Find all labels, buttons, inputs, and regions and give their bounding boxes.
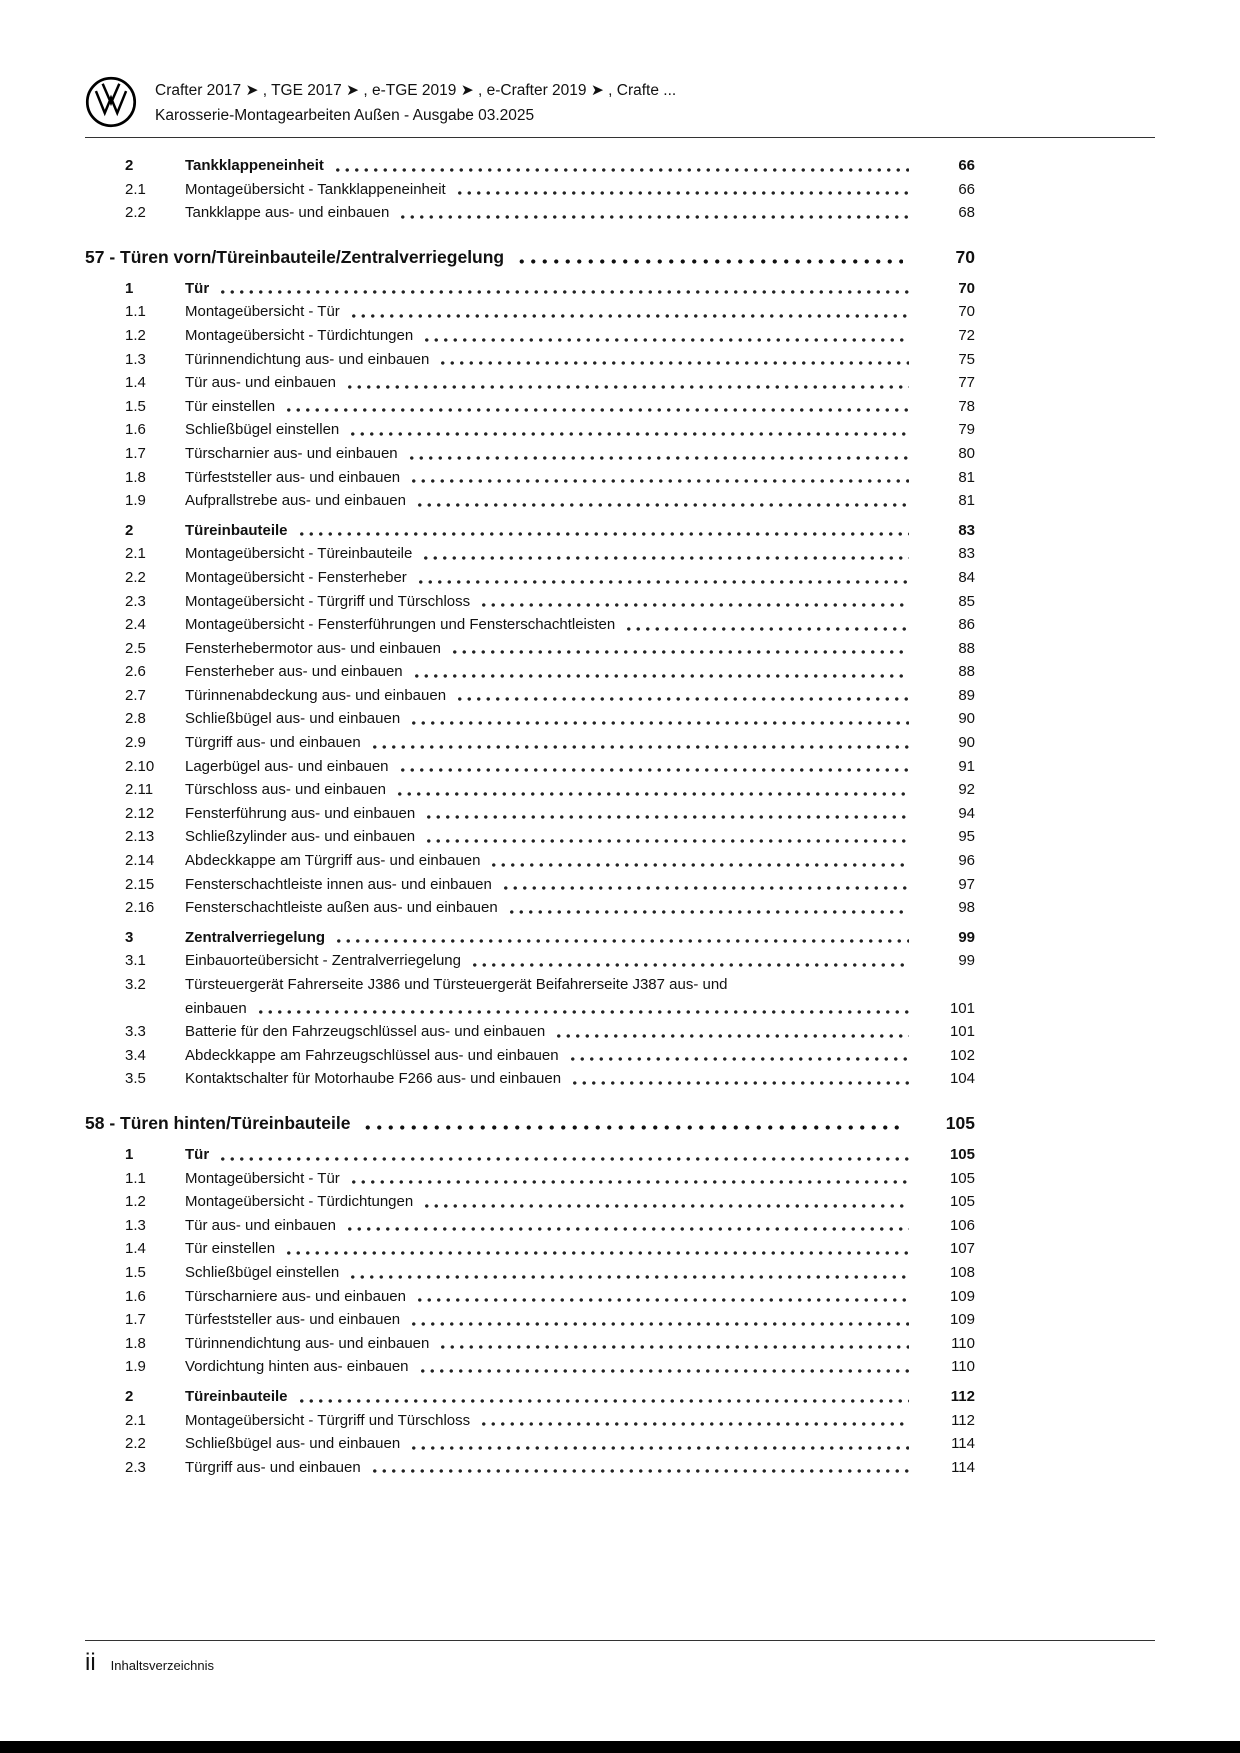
toc-entry [85, 949, 975, 973]
header-subtitle: Karosserie-Montagearbeiten Außen - Ausgabe 03.2025 [155, 107, 535, 124]
toc-entry-page: 68 [958, 204, 975, 222]
toc-entry-number: 2.9 [125, 734, 146, 752]
dot-leader [407, 442, 909, 466]
toc-entry-number: 2 [125, 157, 134, 174]
toc-entry [85, 1432, 975, 1456]
toc-entry-page: 110 [951, 1358, 975, 1376]
toc-entry [85, 1067, 975, 1091]
toc-chapter-title: 57 - Türen vorn/Türeinbauteile/Zentralverriegelung [85, 246, 505, 267]
toc-entry-number: 2.3 [125, 1458, 146, 1476]
dot-leader [395, 778, 909, 802]
dot-leader [349, 1167, 909, 1191]
dot-leader [297, 519, 909, 543]
toc-entry [85, 1355, 975, 1379]
toc-entry [85, 849, 975, 873]
toc-entry-page: 98 [958, 899, 975, 917]
dot-leader [345, 371, 909, 395]
toc-entry-label: Türinnendichtung aus- und einbauen [185, 1334, 430, 1352]
dot-leader [422, 1190, 909, 1214]
toc-entry-label: Zentralverriegelung [185, 928, 326, 946]
toc-entry-label: Fensterführung aus- und einbauen [185, 804, 416, 822]
dot-leader [349, 300, 909, 324]
toc-entry-label: Montageübersicht - Fensterheber [185, 568, 407, 586]
toc-entry-page: 95 [958, 828, 975, 846]
toc-entry-page: 92 [958, 781, 975, 799]
toc-entry-number: 1.7 [125, 1311, 146, 1329]
toc-entry-page: 96 [958, 852, 975, 870]
dot-leader [479, 590, 909, 614]
toc-entry-number: 1 [125, 1145, 134, 1163]
toc-chapter-heading [85, 243, 975, 271]
toc-entry-number: 1.6 [125, 1287, 146, 1305]
toc-entry-label: Montageübersicht - Türdichtungen [185, 1193, 414, 1211]
toc-entry-number: 3.5 [125, 1070, 146, 1088]
toc-entry-label: Türscharnier aus- und einbauen [185, 444, 398, 462]
toc-entry-page: 84 [958, 568, 975, 586]
toc-entry [85, 566, 975, 590]
toc-entry-label: Fensterheber aus- und einbauen [185, 663, 403, 681]
toc-entry-label: Tür einstellen [185, 1240, 276, 1258]
dot-leader [284, 395, 909, 419]
toc-entry-label: Türinnenabdeckung aus- und einbauen [185, 686, 447, 704]
toc-entry-label: Tür aus- und einbauen [185, 1216, 336, 1234]
dot-leader [398, 755, 909, 779]
dot-leader [424, 802, 909, 826]
toc-entry-label: Türscharniere aus- und einbauen [185, 1287, 406, 1305]
toc-entry-number: 2.1 [125, 1411, 146, 1429]
toc-entry [85, 1409, 975, 1433]
toc-entry-number: 2.1 [125, 545, 146, 563]
dot-leader [409, 707, 909, 731]
dot-leader [370, 731, 909, 755]
table-of-contents [85, 154, 975, 1479]
toc-entry-number: 2.2 [125, 1435, 146, 1453]
toc-entry-label: Montageübersicht - Tankklappeneinheit [185, 180, 446, 198]
toc-entry-label: Tür [185, 279, 210, 297]
dot-leader [501, 873, 909, 897]
toc-entry-number: 3.2 [125, 976, 146, 993]
dot-leader [415, 1285, 909, 1309]
toc-entry [85, 348, 975, 372]
toc-chapter-heading [85, 1109, 975, 1137]
toc-entry-label: Schließbügel aus- und einbauen [185, 710, 401, 728]
toc-entry [85, 1456, 975, 1480]
toc-entry-number: 2.15 [125, 875, 155, 893]
toc-entry-number: 2.13 [125, 828, 155, 846]
toc-entry-page: 86 [958, 616, 975, 634]
page-bottom-bar [0, 1741, 1240, 1753]
dot-leader [421, 542, 909, 566]
toc-entry [85, 1143, 975, 1167]
toc-entry-label: Montageübersicht - Türgriff und Türschloss [185, 592, 471, 610]
dot-leader [479, 1409, 909, 1433]
toc-entry-page: 99 [958, 952, 975, 970]
dot-leader [624, 613, 909, 637]
toc-entry-number: 2 [125, 521, 134, 539]
toc-entry-page: 114 [951, 1435, 975, 1453]
toc-entry-number: 1.3 [125, 350, 146, 368]
toc-entry-label: Batterie für den Fahrzeugschlüssel aus- und einbauen [185, 1023, 546, 1041]
dot-leader [256, 997, 909, 1021]
dot-leader [334, 926, 909, 950]
toc-entry-label: Türsteuergerät Fahrerseite J386 und Türsteuergerät Beifahrerseite J387 aus- und [185, 976, 728, 993]
toc-chapter-page: 105 [945, 1112, 975, 1133]
toc-entry [85, 154, 975, 178]
toc-entry-number: 1.6 [125, 421, 146, 439]
toc-entry [85, 489, 975, 513]
dot-leader [470, 949, 909, 973]
toc-entry-label: Montageübersicht - Tür [185, 1169, 340, 1187]
toc-entry-number: 1.2 [125, 1193, 146, 1211]
dot-leader [422, 324, 909, 348]
toc-entry [85, 277, 975, 301]
toc-entry-number: 1.1 [125, 1169, 146, 1187]
dot-leader [348, 1261, 909, 1285]
toc-entry-page: 85 [958, 592, 975, 610]
toc-entry-number: 2.7 [125, 686, 146, 704]
dot-leader [409, 1432, 909, 1456]
toc-entry-label: Schließbügel einstellen [185, 421, 340, 439]
toc-entry [85, 973, 975, 1020]
toc-entry-label: Aufprallstrebe aus- und einbauen [185, 492, 406, 510]
toc-entry-page: 70 [958, 303, 975, 321]
dot-leader [218, 1143, 909, 1167]
toc-entry-page: 80 [958, 444, 975, 462]
toc-entry [85, 825, 975, 849]
toc-entry [85, 519, 975, 543]
toc-entry-label: Montageübersicht - Türeinbauteile [185, 545, 413, 563]
toc-entry [85, 178, 975, 202]
toc-entry [85, 637, 975, 661]
toc-entry [85, 418, 975, 442]
toc-entry-page: 109 [949, 1287, 975, 1305]
toc-entry [85, 707, 975, 731]
toc-entry-label: Türschloss aus- und einbauen [185, 781, 386, 799]
page-footer [85, 1648, 214, 1678]
toc-entry [85, 1020, 975, 1044]
toc-entry-page: 108 [949, 1263, 975, 1281]
toc-entry-label: Fensterschachtleiste innen aus- und einbauen [185, 875, 492, 893]
toc-entry [85, 542, 975, 566]
toc-entry-number: 1 [125, 279, 134, 297]
toc-entry-label: Schließbügel einstellen [185, 1263, 340, 1281]
toc-entry-page: 107 [949, 1240, 975, 1258]
dot-leader [297, 1385, 909, 1409]
toc-entry [85, 442, 975, 466]
toc-entry-label: Einbauorteübersicht - Zentralverriegelung [185, 952, 461, 970]
toc-entry-label: Kontaktschalter für Motorhaube F266 aus- und einbauen [185, 1070, 562, 1088]
toc-entry-number: 1.9 [125, 1358, 146, 1376]
toc-entry-number: 2.11 [125, 781, 154, 799]
toc-entry-number: 3.3 [125, 1023, 146, 1041]
toc-entry-page: 81 [958, 468, 975, 486]
toc-entry [85, 1261, 975, 1285]
toc-entry-label: Türeinbauteile [185, 1387, 288, 1405]
toc-entry [85, 201, 975, 225]
toc-entry [85, 778, 975, 802]
toc-entry-label: Schließzylinder aus- und einbauen [185, 828, 416, 846]
toc-entry [85, 873, 975, 897]
toc-entry-page: 81 [958, 492, 975, 510]
toc-entry-page: 66 [958, 180, 975, 198]
toc-entry-page: 110 [951, 1334, 975, 1352]
toc-entry-page: 112 [950, 1387, 975, 1405]
footer-page-number: ii [85, 1649, 96, 1676]
toc-entry-page: 94 [958, 804, 975, 822]
toc-entry-number: 2.4 [125, 616, 146, 634]
toc-entry-number: 3.4 [125, 1046, 146, 1064]
toc-entry-page: 102 [949, 1046, 975, 1064]
dot-leader [409, 1308, 909, 1332]
page-header [85, 76, 1155, 128]
toc-entry-number: 1.3 [125, 1216, 146, 1234]
toc-entry-label: Tür einstellen [185, 397, 276, 415]
dot-leader [348, 418, 909, 442]
toc-entry [85, 300, 975, 324]
toc-entry-page: 105 [949, 1193, 975, 1211]
toc-entry-number: 2.2 [125, 568, 146, 586]
toc-entry-number: 1.2 [125, 326, 146, 344]
toc-chapter-title: 58 - Türen hinten/Türeinbauteile [85, 1112, 351, 1133]
dot-leader [345, 1214, 909, 1238]
toc-entry-page: 78 [958, 397, 975, 415]
toc-entry-number: 2.2 [125, 204, 146, 222]
toc-entry-page: 77 [958, 374, 975, 392]
dot-leader [418, 1355, 909, 1379]
toc-entry-page: 101 [949, 1023, 975, 1041]
toc-entry-page: 104 [949, 1070, 975, 1088]
header-divider [85, 137, 1155, 138]
dot-leader [398, 201, 909, 225]
toc-entry-number: 1.7 [125, 444, 146, 462]
toc-entry [85, 613, 975, 637]
toc-entry-number: 2.3 [125, 592, 146, 610]
dot-leader [412, 660, 909, 684]
dot-leader [415, 489, 909, 513]
dot-leader [489, 849, 909, 873]
dot-leader [370, 1456, 909, 1480]
toc-entry [85, 324, 975, 348]
toc-entry [85, 371, 975, 395]
toc-entry [85, 1308, 975, 1332]
toc-entry-page: 106 [949, 1216, 975, 1234]
toc-entry-label: Tankklappe aus- und einbauen [185, 204, 390, 222]
toc-entry-page: 79 [958, 421, 975, 439]
toc-entry-label: Montageübersicht - Türgriff und Türschloss [185, 1411, 471, 1429]
toc-entry-number: 1.5 [125, 1263, 146, 1281]
toc-entry-page: 112 [951, 1411, 975, 1429]
toc-entry [85, 731, 975, 755]
toc-entry-number: 2.5 [125, 639, 146, 657]
dot-leader [455, 178, 909, 202]
toc-entry-label: Abdeckkappe am Fahrzeugschlüssel aus- und einbauen [185, 1046, 559, 1064]
toc-entry-page: 75 [958, 350, 975, 368]
toc-chapter-page: 70 [955, 246, 975, 267]
dot-leader [450, 637, 909, 661]
toc-entry-label: Montageübersicht - Tür [185, 303, 340, 321]
toc-entry-page: 72 [958, 326, 975, 344]
footer-divider [85, 1640, 1155, 1641]
toc-entry [85, 1044, 975, 1068]
toc-entry-page: 109 [949, 1311, 975, 1329]
footer-label: Inhaltsverzeichnis [110, 1658, 214, 1673]
toc-entry-label: Fensterhebermotor aus- und einbauen [185, 639, 441, 657]
toc-entry-label: einbauen [185, 999, 247, 1017]
toc-entry-label: Tür [185, 1145, 210, 1163]
toc-entry-page: 114 [951, 1458, 975, 1476]
toc-entry-label-last-line [185, 997, 919, 1021]
toc-entry-number: 1.4 [125, 1240, 146, 1258]
toc-entry-label: Fensterschachtleiste außen aus- und einbauen [185, 899, 498, 917]
dot-leader [438, 1332, 909, 1356]
toc-entry [85, 684, 975, 708]
toc-entry-label: Montageübersicht - Türdichtungen [185, 326, 414, 344]
dot-leader [362, 1109, 903, 1137]
toc-entry-label: Abdeckkappe am Türgriff aus- und einbauen [185, 852, 481, 870]
dot-leader [507, 896, 909, 920]
dot-leader [333, 154, 909, 178]
toc-entry [85, 755, 975, 779]
toc-entry [85, 1237, 975, 1261]
toc-entry-number: 2 [125, 1387, 134, 1405]
toc-entry-number: 1.1 [125, 303, 146, 321]
toc-entry-number: 1.8 [125, 468, 146, 486]
toc-entry-number: 2.12 [125, 804, 155, 822]
toc-entry-page: 83 [958, 521, 975, 539]
toc-entry-page: 90 [958, 734, 975, 752]
toc-entry-number: 1.5 [125, 397, 146, 415]
toc-entry [85, 1385, 975, 1409]
toc-entry [85, 896, 975, 920]
dot-leader [424, 825, 909, 849]
toc-entry [85, 1167, 975, 1191]
dot-leader [570, 1067, 909, 1091]
toc-entry-number: 1.8 [125, 1334, 146, 1352]
toc-entry-label: Türfeststeller aus- und einbauen [185, 468, 401, 486]
toc-entry-label: Vordichtung hinten aus- einbauen [185, 1358, 409, 1376]
toc-entry-label: Montageübersicht - Fensterführungen und Fensterschachtleisten [185, 616, 616, 634]
toc-entry [85, 395, 975, 419]
header-models-line: Crafter 2017 ➤ , TGE 2017 ➤ , e-TGE 2019 ➤ , e-Crafter 2019 ➤ , Crafte ... [155, 82, 677, 99]
toc-entry-page: 66 [958, 157, 975, 174]
toc-entry-page: 91 [958, 757, 975, 775]
toc-entry-page: 90 [958, 710, 975, 728]
toc-entry-page: 70 [958, 279, 975, 297]
toc-entry-label: Türfeststeller aus- und einbauen [185, 1311, 401, 1329]
toc-entry-label: Türgriff aus- und einbauen [185, 1458, 361, 1476]
toc-entry-number: 2.6 [125, 663, 146, 681]
toc-entry-number: 1.9 [125, 492, 146, 510]
toc-entry [85, 1190, 975, 1214]
dot-leader [516, 243, 903, 271]
toc-entry [85, 660, 975, 684]
toc-entry-page: 88 [958, 663, 975, 681]
toc-entry [85, 1332, 975, 1356]
toc-entry [85, 466, 975, 490]
toc-entry-text [185, 973, 919, 1020]
toc-entry [85, 1285, 975, 1309]
dot-leader [409, 466, 909, 490]
toc-entry-label: Tür aus- und einbauen [185, 374, 336, 392]
dot-leader [218, 277, 909, 301]
toc-entry-page: 97 [958, 875, 975, 893]
dot-leader [554, 1020, 909, 1044]
dot-leader [455, 684, 909, 708]
toc-entry-label: Lagerbügel aus- und einbauen [185, 757, 389, 775]
toc-entry-page: 101 [949, 999, 975, 1017]
toc-entry-page: 105 [949, 1145, 975, 1163]
toc-entry [85, 1214, 975, 1238]
toc-entry-label: Türeinbauteile [185, 521, 288, 539]
vw-logo-icon [85, 76, 137, 128]
toc-entry-number: 2.8 [125, 710, 146, 728]
header-text [155, 76, 676, 128]
dot-leader [284, 1237, 909, 1261]
toc-entry-number: 2.16 [125, 899, 155, 917]
toc-entry-number: 3 [125, 928, 134, 946]
toc-entry-label: Schließbügel aus- und einbauen [185, 1435, 401, 1453]
toc-entry [85, 802, 975, 826]
toc-entry-page: 88 [958, 639, 975, 657]
toc-entry-number: 3.1 [125, 952, 146, 970]
dot-leader [416, 566, 909, 590]
dot-leader [568, 1044, 909, 1068]
dot-leader [438, 348, 909, 372]
toc-entry-label: Türgriff aus- und einbauen [185, 734, 361, 752]
toc-entry-page: 105 [949, 1169, 975, 1187]
toc-entry [85, 590, 975, 614]
toc-entry-page: 83 [958, 545, 975, 563]
toc-entry [85, 926, 975, 950]
toc-entry-number: 1.4 [125, 374, 146, 392]
toc-entry-page: 89 [958, 686, 975, 704]
toc-entry-page: 99 [958, 928, 975, 946]
toc-entry-number: 2.10 [125, 757, 155, 775]
toc-entry-label: Tankklappeneinheit [185, 157, 324, 174]
toc-entry-label: Türinnendichtung aus- und einbauen [185, 350, 430, 368]
toc-entry-number: 2.1 [125, 180, 146, 198]
toc-entry-number: 2.14 [125, 852, 155, 870]
